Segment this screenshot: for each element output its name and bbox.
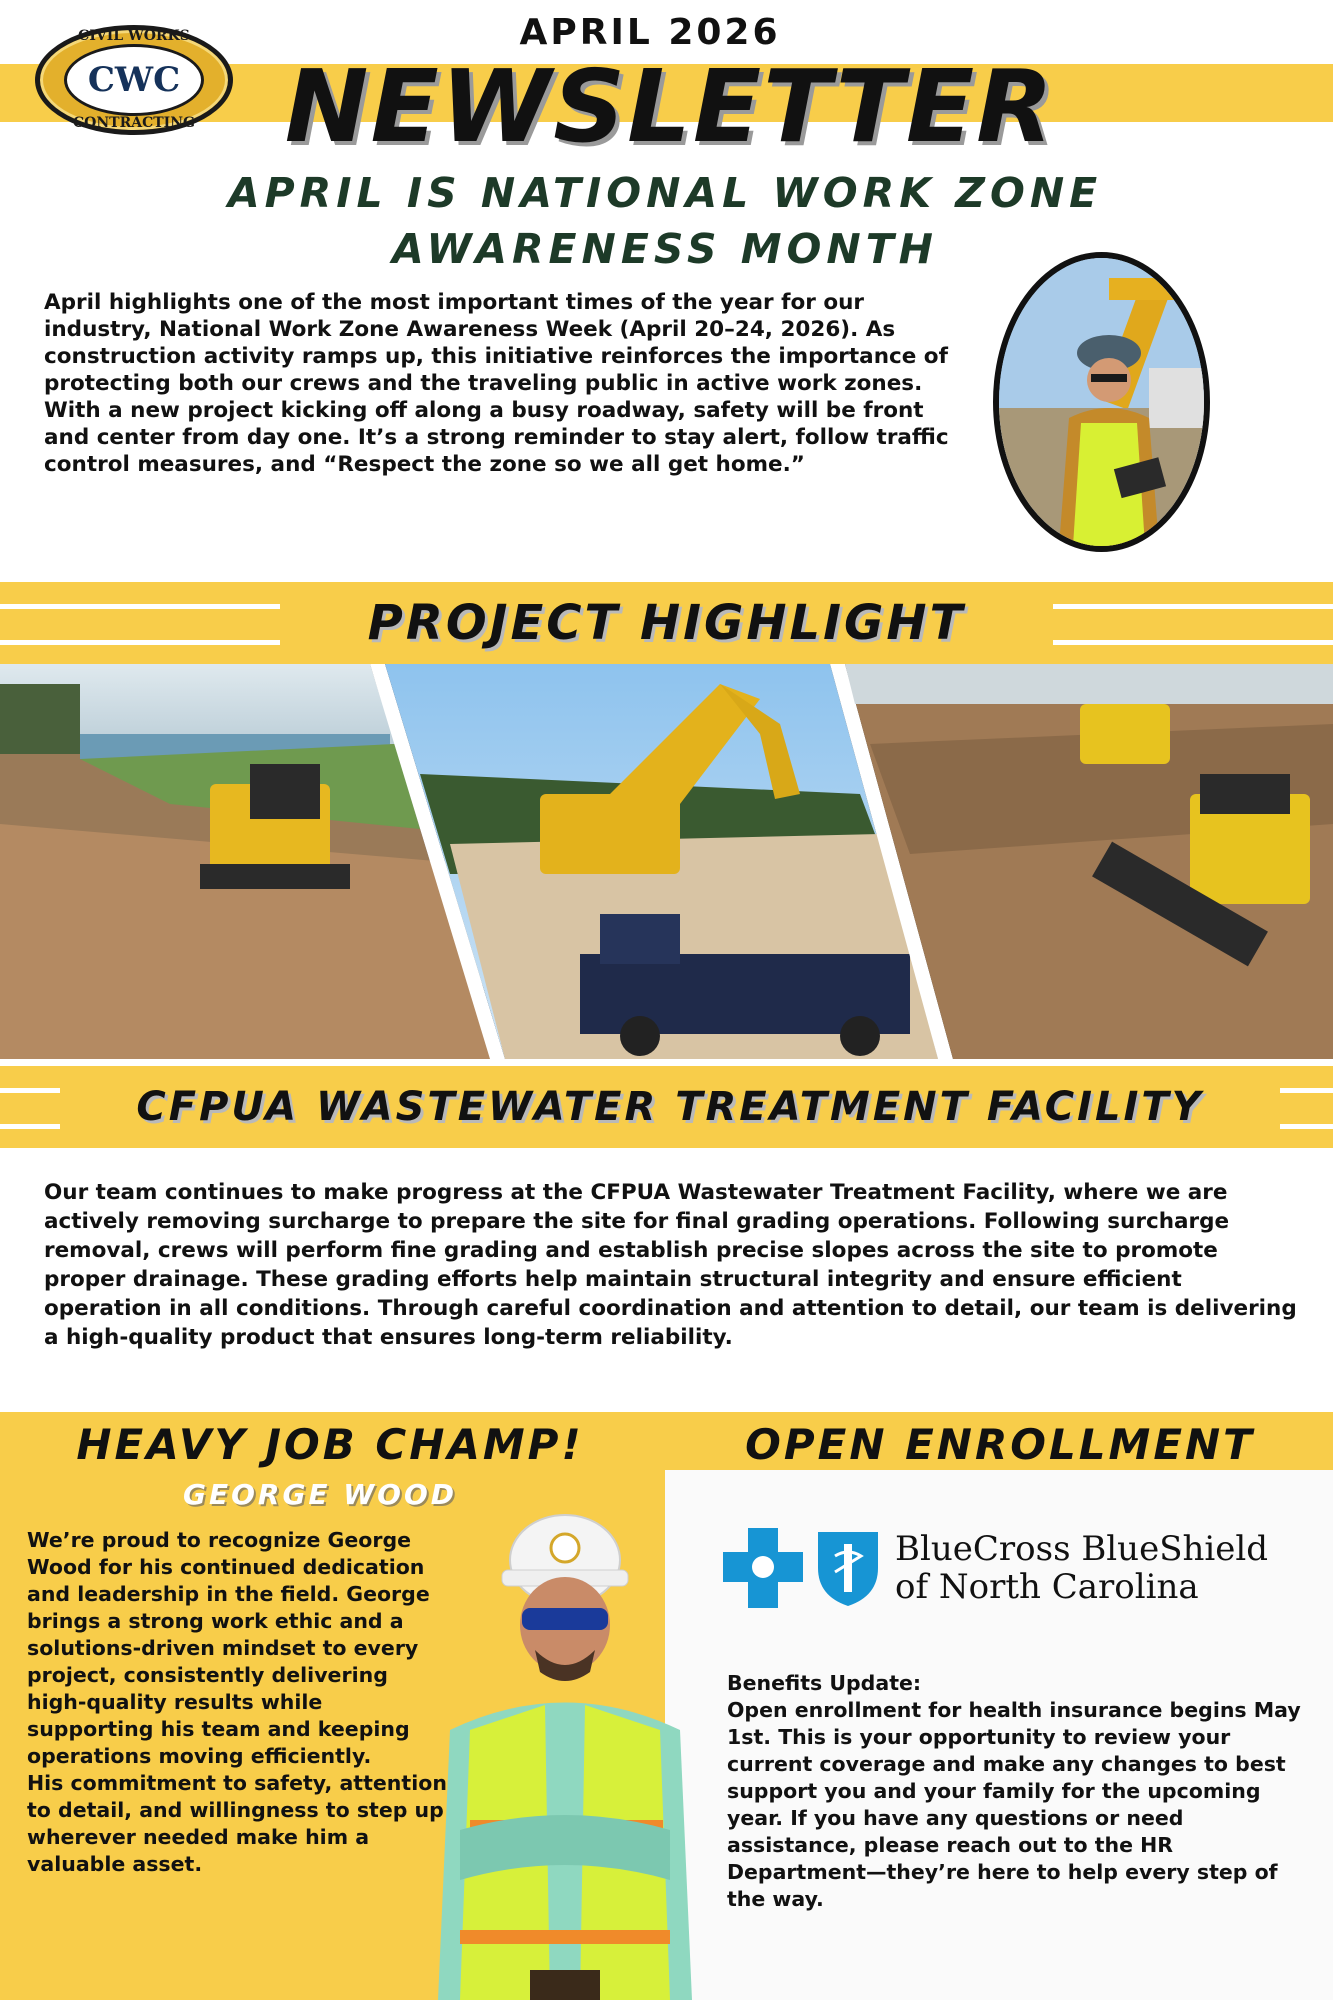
bcbs-cross-shield-icon <box>723 1528 883 1608</box>
champ-photo <box>430 1500 700 2000</box>
bcbs-logo <box>723 1528 883 1612</box>
champ-text <box>27 1527 447 1878</box>
enrollment-text <box>727 1670 1312 1913</box>
worker-photo <box>993 252 1210 552</box>
masthead-title: NEWSLETTER <box>284 48 1056 165</box>
champ-title: HEAVY JOB CHAMP! <box>76 1420 584 1469</box>
project-paragraph: Our team continues to make progress at the CFPUA Wastewater Treatment Facility, where we are actively removing surcharge to prepare the site for final grading operations. Following surcharge removal, crews will perform fine grading and establish precise slopes across the site to promote proper drainage. These grading efforts help maintain structural integrity and ensure efficient operation in all conditions. Through careful coordination and attention to detail, our team is delivering a high-quality product that ensures long-term reliability. <box>44 1180 1297 1350</box>
logo-initials: CWC <box>87 60 181 100</box>
intro-title-line2: AWARENESS MONTH <box>392 225 938 273</box>
worker-photo-illustration <box>999 258 1204 546</box>
champ-paragraph: We’re proud to recognize George Wood for his continued dedication and leadership in the field. George brings a strong work ethic and a solutions-driven mindset to every project, consistently delivering high-quality results while supporting his team and keeping operations moving efficiently. <box>27 1528 430 1768</box>
enrollment-title: OPEN ENROLLMENT <box>745 1420 1255 1469</box>
champ-name: GEORGE WOOD <box>182 1478 458 1511</box>
logo-center <box>64 44 204 116</box>
company-logo <box>35 25 233 135</box>
logo-arc-bottom: CONTRACTING <box>73 115 195 131</box>
intro-paragraph: April highlights one of the most important times of the year for our industry, National Work Zone Awareness Week (April 20–24, 2026). As construction activity ramps up, this initiative reinforces the importance of protecting both our crews and the traveling public in active work zones. With a new project kicking off along a busy roadway, safety will be front and center from day one. It’s a strong reminder to stay alert, follow traffic control measures, and “Respect the zone so we all get home.” <box>44 290 949 477</box>
champ-photo-illustration <box>430 1500 700 2000</box>
intro-title <box>160 165 1170 277</box>
logo-arc-top: CIVIL WORKS <box>78 28 190 44</box>
project-photo-strip <box>0 664 1333 1059</box>
benefits-heading: Benefits Update: <box>727 1671 922 1695</box>
issue-month: APRIL 2026 <box>519 12 781 53</box>
bcbs-wordmark-line1: BlueCross BlueShield <box>895 1529 1269 1569</box>
intro-title-line1: APRIL IS NATIONAL WORK ZONE <box>227 169 1103 217</box>
champ-paragraph-2: His commitment to safety, attention to detail, and willingness to step up wherever needed make him a valuable asset. <box>27 1771 447 1876</box>
bcbs-wordmark-line2: of North Carolina <box>895 1567 1199 1607</box>
project-title: CFPUA WASTEWATER TREATMENT FACILITY <box>60 1072 1280 1142</box>
enrollment-paragraph: Open enrollment for health insurance begins May 1st. This is your opportunity to review your current coverage and make any changes to best support you and your family for the upcoming year. If you have any questions or need assistance, please reach out to the HR Department—they’re here to help every step of the way. <box>727 1698 1301 1911</box>
project-highlight-title: PROJECT HIGHLIGHT <box>280 588 1053 658</box>
bcbs-wordmark <box>895 1530 1305 1606</box>
project-photos <box>0 664 1333 1059</box>
